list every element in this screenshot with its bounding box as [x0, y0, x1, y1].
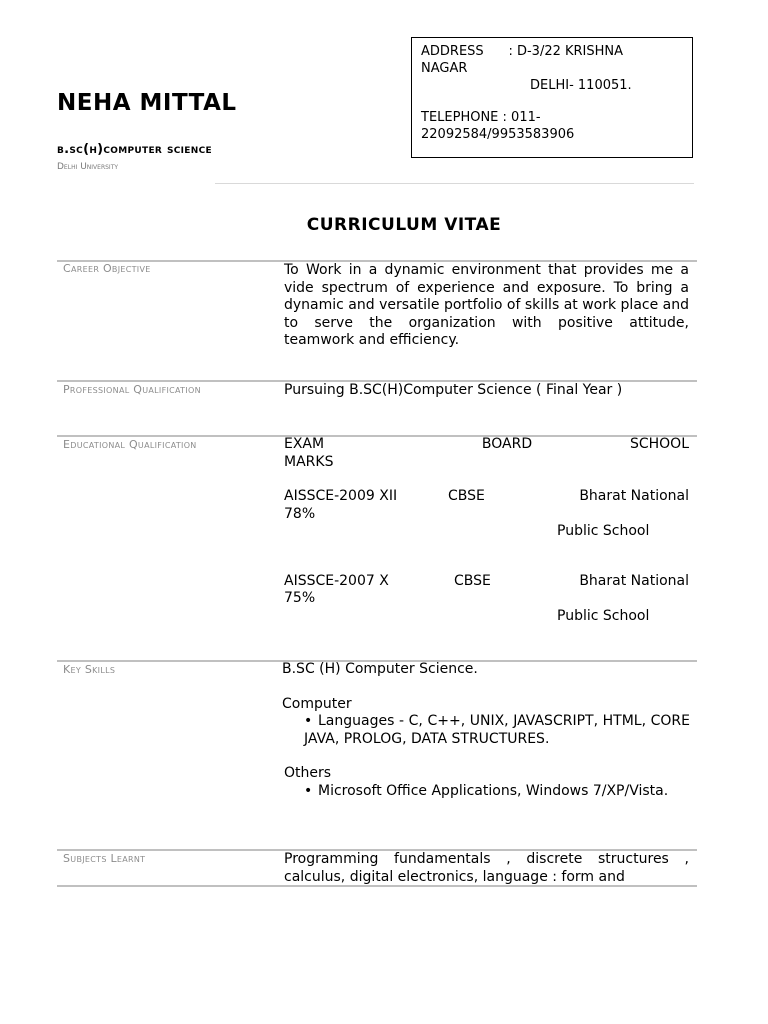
skills-list — [282, 783, 690, 801]
address-line-2: NAGAR — [421, 61, 468, 76]
education-header-marks: MARKS — [284, 453, 334, 470]
skills-group-title: Others — [284, 765, 332, 781]
bullet-icon: • — [304, 713, 313, 729]
education-school-cont: Public School — [557, 523, 650, 539]
list-item — [304, 713, 690, 748]
key-skills-content — [282, 661, 690, 800]
education-board: CBSE — [448, 488, 485, 504]
telephone-line-2: 22092584/9953583906 — [421, 127, 575, 142]
skill-text: Languages - C, C++, UNIX, JAVASCRIPT, HTML, CORE JAVA, PROLOG, DATA STRUCTURES. — [304, 713, 690, 747]
education-school-cont: Public School — [557, 607, 650, 624]
section-divider — [57, 885, 697, 887]
education-row — [284, 488, 689, 506]
subjects-learnt-label: Subjects Learnt — [63, 852, 146, 865]
education-table — [284, 436, 689, 625]
skills-list — [282, 713, 690, 748]
degree: b.sc(h)computer science — [57, 142, 212, 157]
professional-qualification-text: Pursuing B.SC(H)Computer Science ( Final Year ) — [284, 382, 623, 398]
skills-group-title: Computer — [282, 695, 352, 712]
address-line-3: DELHI- 110051. — [530, 78, 632, 93]
education-header-exam: EXAM — [284, 436, 325, 452]
career-objective-text: To Work in a dynamic environment that provides me a vide spectrum of experience and exposure. To bring a dynamic and versatile portfolio of skills at work place and to serve the organization with positive attitude, teamwork and efficiency. — [284, 262, 689, 348]
education-school: Bharat National — [579, 572, 689, 589]
university: Delhi University — [57, 162, 119, 172]
bullet-icon: • — [304, 782, 313, 799]
education-school: Bharat National — [579, 488, 689, 504]
candidate-name: NEHA MITTAL — [57, 90, 237, 116]
education-marks: 75% — [284, 590, 316, 606]
education-header-board: BOARD — [481, 436, 533, 452]
header-divider — [215, 183, 694, 184]
education-board: CBSE — [454, 572, 491, 589]
career-objective-label: Career Objective — [63, 262, 151, 275]
skill-text: Microsoft Office Applications, Windows 7/XP/Vista. — [318, 782, 669, 799]
educational-qualification-label: Educational Qualification — [63, 438, 197, 451]
subjects-learnt-text: Programming fundamentals , discrete structures , calculus, digital electronics, language : form and — [284, 851, 689, 885]
education-header-school: SCHOOL — [629, 436, 689, 452]
list-item — [304, 783, 690, 801]
education-exam: AISSCE-2009 XII — [284, 488, 398, 504]
address-line-1: ADDRESS : D-3/22 KRISHNA — [421, 44, 624, 59]
education-header-row — [284, 436, 689, 454]
key-skills-intro: B.SC (H) Computer Science. — [282, 661, 478, 677]
education-marks: 78% — [284, 505, 316, 522]
key-skills-label: Key Skills — [63, 663, 116, 676]
address-box — [411, 37, 693, 158]
telephone-line-1: TELEPHONE : 011- — [421, 110, 541, 125]
professional-qualification-label: Professional Qualification — [63, 383, 201, 396]
document-title: CURRICULUM VITAE — [306, 215, 502, 235]
education-exam: AISSCE-2007 X — [284, 572, 389, 589]
education-row — [284, 573, 689, 591]
